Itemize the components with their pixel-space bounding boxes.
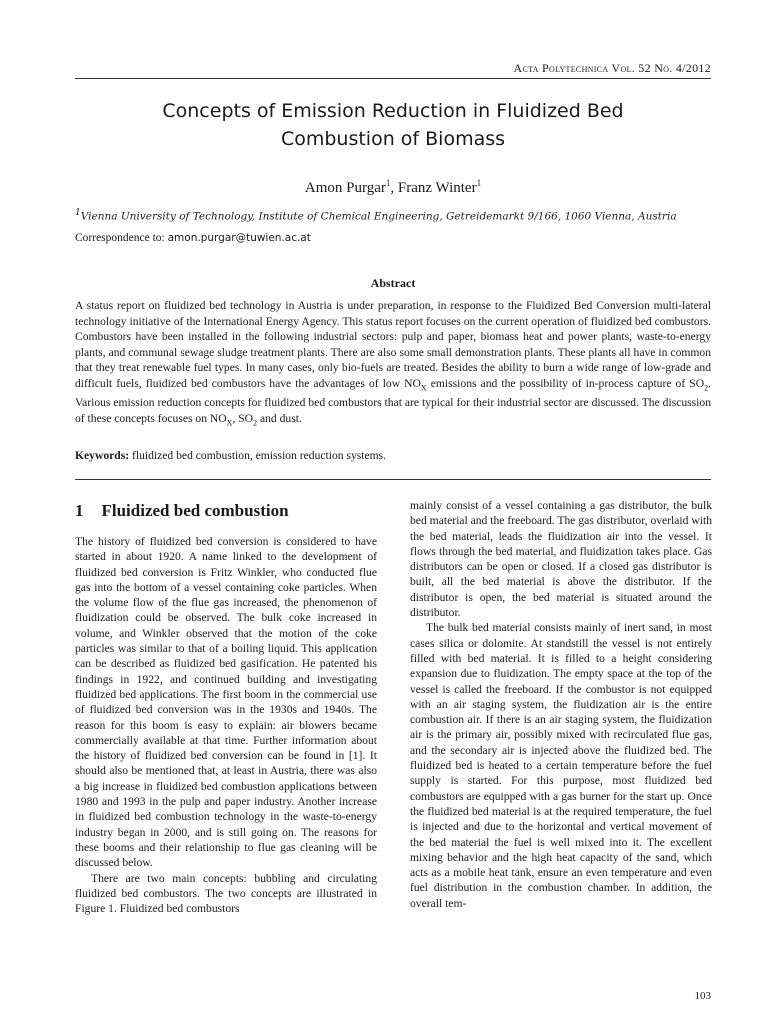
title-line-1: Concepts of Emission Reduction in Fluidized Bed xyxy=(162,100,624,122)
keywords xyxy=(75,449,711,462)
paragraph: There are two main concepts: bubbling and circulating fluidized bed combustors. The two concepts are illustrated in Figure 1. Fluidized bed combustors xyxy=(75,871,377,916)
header-rule xyxy=(75,78,711,79)
paragraph: mainly consist of a vessel containing a gas distributor, the bulk bed material and the freeboard. The gas distributor, overlaid with the bed material, leads the fluidization air into the vessel. It flows through the bed material, and fluidization takes place. Gas distributors can be open or closed. If a closed gas distributor is built, all the bed material is above the distributor. If the distributor is open, the bed material is situated around the distributor. xyxy=(410,499,712,620)
paragraph: The bulk bed material consists mainly of inert sand, in most cases silica or dolomite. At standstill the vessel is not entirely filled with bed material. It is filled to a height considering expansion due to fluidization. The empty space at the top of the vessel is called the freeboard. If the combustor is not equipped with an air staging system, the fluidization air is the entire combustion air. If there is an air staging system, the fluidization air is the primary air, possibly mixed with recirculated flue gas, and the secondary air is injected above the fluidized bed. The fluidized bed is heated to a certain temperature before the fuel supply is started. For this purpose, most fluidized bed combustors are equipped with a gas burner for the start up. Once the fluidized bed material is at the required temperature, the fuel is injected and due to the horizontal and vertical movement of the bed material the fuel is well mixed into it. The excellent mixing behavior and the high heat capacity of the sand, which acts as a mobile heat tank, ensure an even temperature and even fuel distribution in the combustion chamber. In addition, the overall tem- xyxy=(410,621,712,910)
abstract-text: A status report on fluidized bed technology in Austria is under preparation, in response to the Fluidized Bed Conversion multi-lateral technology initiative of the International Energy Agency. This status report focuses on the current operation of fluidized bed combustors. Combustors have been installed in the following industrial sectors: pulp and paper, biomass heat and power plants, waste-to-energy plants, and communal sewage sludge treatment plants. There are also some small demonstration plants. These plants all have in common that they treat renewable fuel types. In many cases, only bio-fuels are treated. Besides the ability to burn a wide range of low-grade and difficult fuels, fluidized bed combustors have the advantages of low $NO_X$ emissions and the possibility of in-process capture of $SO_2$. Various emission reduction concepts for fluidized bed combustors that are typical for their industrial sector are discussed. The discussion of these concepts focuses on $NO_X$, $SO_2$ and dust. xyxy=(75,299,711,428)
author-list xyxy=(75,178,711,197)
journal-header: Acta Polytechnica Vol. 52 No. 4/2012 xyxy=(513,61,711,75)
author-separator: , xyxy=(390,180,398,196)
affiliation-text: Vienna University of Technology, Institute of Chemical Engineering, Getreidemarkt 9/166, 1060 Vienna, Austria xyxy=(80,210,677,223)
correspondence-email[interactable]: amon.purgar@tuwien.ac.at xyxy=(167,232,311,244)
section-rule xyxy=(75,479,711,480)
correspondence-label: Correspondence to: xyxy=(75,232,165,244)
author-1-affil-mark: 1 xyxy=(385,178,391,188)
keywords-text: fluidized bed combustion, emission reduction systems. xyxy=(132,449,387,462)
author-1: Amon Purgar xyxy=(304,180,386,196)
page-number: 103 xyxy=(694,990,711,1002)
section-title: Fluidized bed combustion xyxy=(101,501,289,520)
title-line-2: Combustion of Biomass xyxy=(280,128,506,150)
author-2: Franz Winter xyxy=(397,180,477,196)
author-2-affil-mark: 1 xyxy=(476,178,482,188)
affiliation-mark: 1 xyxy=(75,208,81,218)
section-number: 1 xyxy=(75,501,84,520)
section-heading xyxy=(75,500,377,522)
paper-title xyxy=(75,97,711,153)
paragraph: The history of fluidized bed conversion is considered to have started in about 1920. A name linked to the development of fluidized bed conversion is Fritz Winkler, who conducted flue gas into the bottom of a vessel containing coke particles. When the volume flow of the flue gas increased, the phenomenon of fluidization could be observed. The bulk coke increased in volume, and Winkler observed that the motion of the coke particles was similar to that of a boiling liquid. This application can be described as fluidized bed gasification. He patented his findings in 1922, and continued building and investigating fluidized bed applications. The first boom in the commercial use of fluidized bed conversion was in the 1930s and 1940s. The reason for this boom is easy to explain: air blowers became commercially available at that time. Further information about the history of fluidized bed conversion can be found in [1]. It should also be mentioned that, at least in Austria, there was also a big increase in fluidized bed combustion applications between 1980 and 1993 in the pulp and paper industry. Another increase in fluidized bed combustion technology in the waste-to-energy industry began in 2000, and is still going on. The reasons for these booms and their relationship to flue gas cleaning will be discussed below. xyxy=(75,535,377,870)
keywords-label: Keywords: xyxy=(75,449,130,462)
affiliation xyxy=(75,208,715,223)
column-left xyxy=(75,498,377,916)
abstract-heading: Abstract xyxy=(370,276,416,290)
correspondence xyxy=(75,232,311,244)
column-right xyxy=(410,498,712,911)
